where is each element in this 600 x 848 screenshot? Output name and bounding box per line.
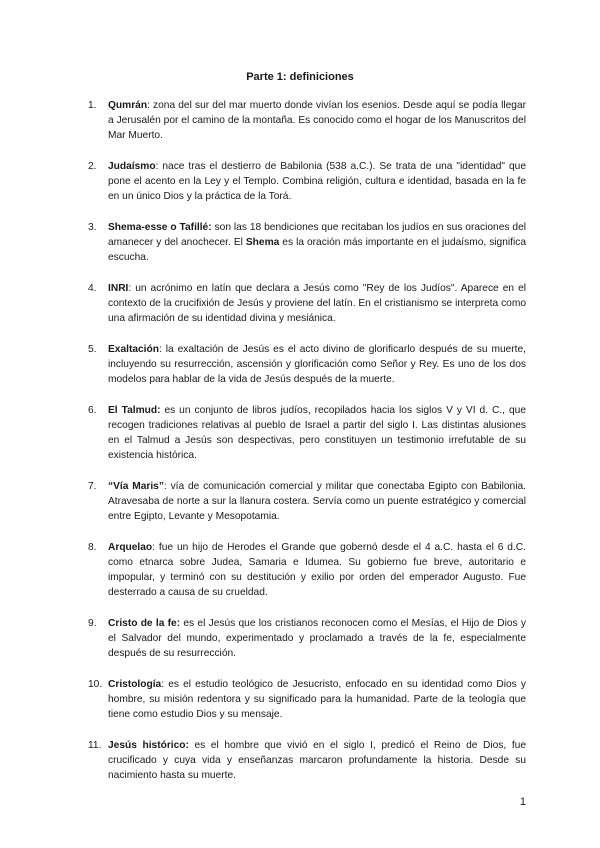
definition-term: Cristo de la fe:: [108, 618, 181, 629]
item-number: 2.: [88, 161, 97, 172]
definition-text: es un conjunto de libros judíos, recopilados hacia los siglos V y VI d. C., que recogen tradiciones relativas al pueblo de Israel a partir del siglo I. Las distintas alusiones en el Talmud a Jesús son despectivas, pero constituyen un testimonio irrefutable de su existencia histórica.: [108, 405, 526, 461]
definition-text: : vía de comunicación comercial y militar que conectaba Egipto con Babilonia. Atravesaba de norte a sur la llanura costera. Servía como un puente estratégico y comercial entre Egipto, Levante y Mesopotamia.: [108, 481, 526, 522]
definition-term: Cristología: [108, 679, 162, 690]
definition-term: Exaltación: [108, 344, 159, 355]
item-number: 1.: [88, 100, 97, 111]
definition-item: [88, 677, 526, 722]
definition-term: INRI: [108, 283, 129, 294]
definition-item: [88, 342, 526, 387]
definition-item: [88, 403, 526, 463]
definition-text: son las 18 bendiciones que recitaban los judíos en sus oraciones del amanecer y del anochecer. El: [108, 222, 527, 248]
definition-item: [88, 281, 526, 326]
item-number: 10.: [88, 679, 103, 690]
definitions-list: [88, 98, 526, 799]
definition-text: : fue un hijo de Herodes el Grande que gobernó desde el 4 a.C. hasta el 6 d.C. como etnarca sobre Judea, Samaria e Idumea. Su gobierno fue breve, autoritario e impopular, y terminó con su destitución y exilio por orden del emperador Augusto. Fue desterrado a causa de su crueldad.: [108, 542, 526, 598]
item-number: 7.: [88, 481, 97, 492]
definition-term: Arquelao: [108, 542, 153, 553]
definition-text: : la exaltación de Jesús es el acto divino de glorificarlo después de su muerte, incluyendo su resurrección, ascensión y glorificación como Señor y Rey. Es uno de los dos modelos para hablar de la vida de Jesús después de la muerte.: [108, 344, 526, 385]
definition-item: [88, 159, 526, 204]
item-number: 8.: [88, 542, 97, 553]
definition-text: : zona del sur del mar muerto donde vivían los esenios. Desde aquí se podía llegar a Jerusalén por el camino de la montaña. Es conocido como el hogar de los Manuscritos del Mar Muerto.: [108, 100, 526, 141]
definition-term: Judaísmo: [108, 161, 156, 172]
definition-text: : es el estudio teológico de Jesucristo, enfocado en su identidad como Dios y hombre, su misión redentora y su significado para la humanidad. Parte de la teología que tiene como estudio Dios y su mensaje.: [108, 679, 526, 720]
definition-term-secondary: Shema: [245, 237, 280, 248]
page-number: 1: [519, 796, 526, 808]
definition-term: El Talmud:: [108, 405, 161, 416]
definition-text-secondary: es la oración más importante en el judaísmo, significa escucha.: [108, 237, 527, 263]
definition-text: : un acrónimo en latín que declara a Jesús como "Rey de los Judíos". Aparece en el contexto de la crucifixión de Jesús y proviene del latín. En el cristianismo se interpreta como una afirmación de su identidad divina y mesiánica.: [108, 283, 526, 324]
item-number: 3.: [88, 222, 97, 233]
item-number: 4.: [88, 283, 97, 294]
definition-text: es el Jesús que los cristianos reconocen como el Mesías, el Hijo de Dios y el Salvador del mundo, experimentado y proclamado a través de la fe, especialmente después de su resurrección.: [108, 618, 526, 659]
definition-text: es el hombre que vivió en el siglo I, predicó el Reino de Dios, fue crucificado y cuya vida y enseñanzas marcaron profundamente la historia. Desde su nacimiento hasta su muerte.: [108, 740, 526, 781]
definition-item: [88, 540, 526, 600]
item-number: 5.: [88, 344, 97, 355]
definition-item: [88, 738, 526, 783]
definition-term: Jesús histórico:: [108, 740, 189, 751]
item-number: 6.: [88, 405, 97, 416]
page-title: Parte 1: definiciones: [246, 71, 354, 83]
definition-item: [88, 616, 526, 661]
definition-term: Qumrán: [108, 100, 148, 111]
definition-item: [88, 479, 526, 524]
item-number: 11.: [88, 740, 102, 751]
item-number: 9.: [88, 618, 97, 629]
definition-text: : nace tras el destierro de Babilonia (538 a.C.). Se trata de una "identidad" que pone el acento en la Ley y el Templo. Combina religión, cultura e identidad, basada en la fe en un único Dios y la práctica de la Torá.: [108, 161, 526, 202]
definition-term: Shema-esse o Tafillé:: [108, 222, 212, 233]
definition-item: [88, 220, 526, 265]
definition-item: [88, 98, 526, 143]
definition-term: “Vía Maris”: [108, 481, 164, 492]
